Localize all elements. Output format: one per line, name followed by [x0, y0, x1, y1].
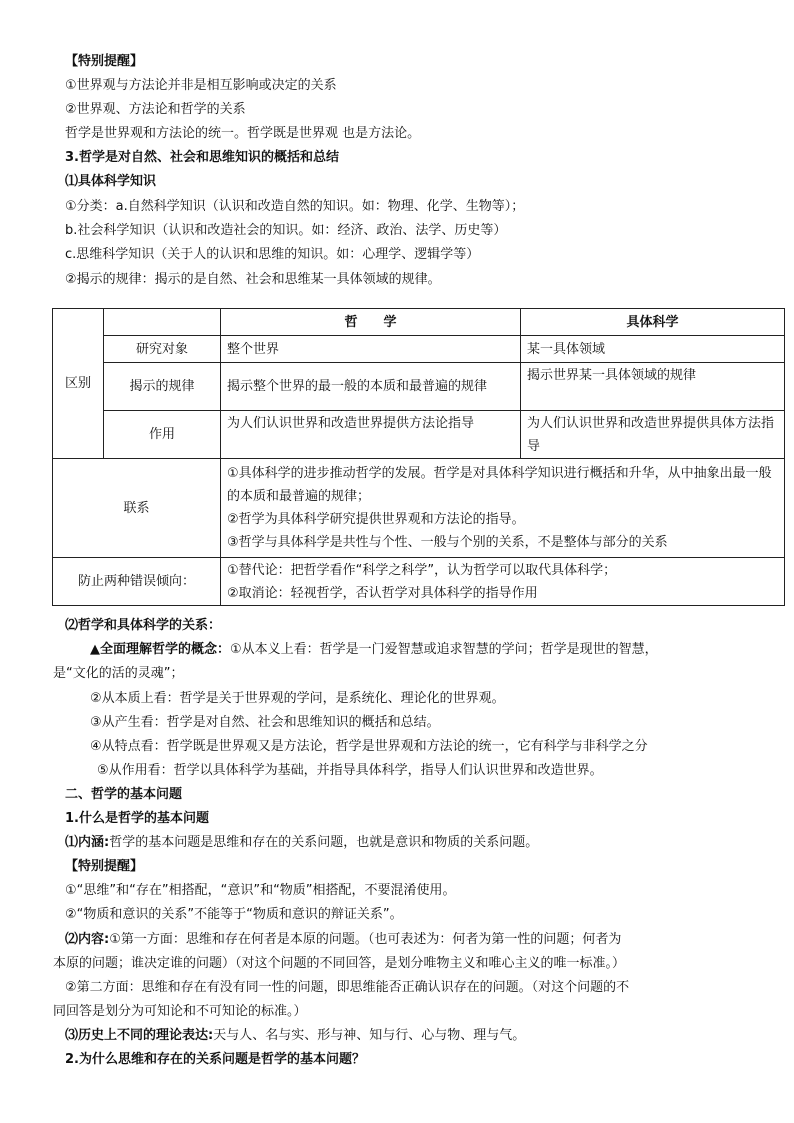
concept-item: ⑤从作用看：哲学以具体科学为基础，并指导具体科学，指导人们认识世界和改造世界。 [97, 763, 603, 778]
law-statement: ②揭示的规律：揭示的是自然、社会和思维某一具体领域的规律。 [65, 272, 441, 287]
table-row [53, 336, 785, 363]
difference-label: 区别 [64, 376, 91, 391]
concept-item: ④从特点看：哲学既是世界观又是方法论，哲学是世界观和方法论的统一，它有科学与非科学之分 [90, 739, 648, 754]
concept-item-continued: 是“文化的活的灵魂”； [53, 666, 184, 681]
section-heading: 3.哲学是对自然、社会和思维知识的概括和总结 [65, 150, 339, 165]
question-heading: 2.为什么思维和存在的关系问题是哲学的基本问题？ [65, 1052, 365, 1067]
content-text: ①第一方面：思维和存在何者是本原的问题。（也可表述为：何者为第一性的问题；何者为 [109, 932, 622, 947]
science-cell: 揭示世界某一具体领域的规律 [521, 363, 785, 411]
table-row [53, 363, 785, 411]
classification-item: c.思维科学知识（关于人的认识和思维的知识。如：心理学、逻辑学等） [65, 247, 480, 262]
subsection-heading: ⑴具体科学知识 [65, 174, 157, 189]
table-row [53, 411, 785, 459]
link-item: ①具体科学的进步推动哲学的发展。哲学是对具体科学知识进行概括和升华，从中抽象出最一般的本质和最普遍的规律； [227, 466, 772, 504]
science-cell: 为人们认识世界和改造世界提供具体方法指导 [521, 411, 785, 459]
meaning-heading: ⑴内涵: [65, 835, 110, 850]
tip-item: ②“物质和意识的关系”不能等于“物质和意识的辩证关系”。 [65, 907, 403, 922]
meaning-line [65, 831, 538, 854]
tip-title: 【特别提醒】 [65, 859, 144, 874]
question-heading: 1.什么是哲学的基本问题 [65, 811, 209, 826]
link-label: 联系 [53, 459, 221, 558]
history-heading: ⑶历史上不同的理论表达: [65, 1028, 214, 1043]
row-label: 揭示的规律 [104, 363, 221, 411]
tip-item: ①“思维”和“存在”相搭配，“意识”和“物质”相搭配，不要混淆使用。 [65, 883, 456, 898]
classification-item: b.社会科学知识（认识和改造社会的知识。如：经济、政治、法学、历史等） [65, 223, 507, 238]
content-line-continued: 本原的问题；谁决定谁的问题）（对这个问题的不同回答，是划分唯物主义和唯心主义的唯一标准。） [53, 956, 626, 971]
error-content [221, 558, 785, 606]
error-item: ①替代论：把哲学看作“科学之科学”，认为哲学可以取代具体科学； [227, 562, 617, 578]
subsection-heading: ⑵哲学和具体科学的关系： [65, 618, 222, 633]
concept-item: ②从本质上看：哲学是关于世界观的学问，是系统化、理论化的世界观。 [90, 691, 505, 706]
table-row-errors [53, 558, 785, 606]
error-label: 防止两种错误倾向： [53, 558, 221, 606]
classification-item: ①分类：a.自然科学知识（认识和改造自然的知识。如：物理、化学、生物等）； [65, 199, 525, 214]
section-heading: 二、哲学的基本问题 [65, 787, 183, 802]
table-header-row [53, 309, 785, 336]
philosophy-cell: 揭示整个世界的最一般的本质和最普遍的规律 [221, 363, 521, 411]
link-content [221, 459, 785, 558]
link-item: ③哲学与具体科学是共性与个性、一般与个别的关系，不是整体与部分的关系 [227, 535, 668, 550]
philosophy-cell: 为人们认识世界和改造世界提供方法论指导 [221, 411, 521, 459]
concept-text: ①从本义上看：哲学是一门爱智慧或追求智慧的学问；哲学是现世的智慧， [230, 642, 658, 657]
concept-item [90, 638, 658, 661]
empty-header-cell [104, 309, 221, 336]
content-line: ②第二方面：思维和存在有没有同一性的问题，即思维能否正确认识存在的问题。（对这个问题的不 [65, 980, 630, 995]
header-philosophy: 哲 学 [221, 309, 521, 336]
content-line [65, 928, 621, 951]
row-label: 研究对象 [104, 336, 221, 363]
link-item: ②哲学为具体科学研究提供世界观和方法论的指导。 [227, 512, 525, 527]
concept-heading: ▲全面理解哲学的概念： [90, 642, 230, 657]
history-text: 天与人、名与实、形与神、知与行、心与物、理与气。 [213, 1028, 526, 1043]
difference-label-cell [53, 309, 104, 459]
history-line [65, 1024, 525, 1047]
philosophy-cell: 整个世界 [221, 336, 521, 363]
header-science: 具体科学 [521, 309, 785, 336]
tip-item: ①世界观与方法论并非是相互影响或决定的关系 [65, 78, 337, 93]
tip-statement: 哲学是世界观和方法论的统一。哲学既是世界观 也是方法论。 [65, 126, 421, 141]
table-row-link [53, 459, 785, 558]
tip-item: ②世界观、方法论和哲学的关系 [65, 102, 246, 117]
tip-title: 【特别提醒】 [65, 54, 144, 69]
comparison-table [52, 308, 785, 606]
row-label: 作用 [104, 411, 221, 459]
science-cell: 某一具体领域 [521, 336, 785, 363]
concept-item: ③从产生看：哲学是对自然、社会和思维知识的概括和总结。 [90, 715, 440, 730]
meaning-text: 哲学的基本问题是思维和存在的关系问题，也就是意识和物质的关系问题。 [109, 835, 539, 850]
error-item: ②取消论：轻视哲学，否认哲学对具体科学的指导作用 [227, 585, 538, 601]
content-heading: ⑵内容: [65, 932, 110, 947]
content-line-continued: 同回答是划分为可知论和不可知论的标准。） [53, 1004, 307, 1019]
